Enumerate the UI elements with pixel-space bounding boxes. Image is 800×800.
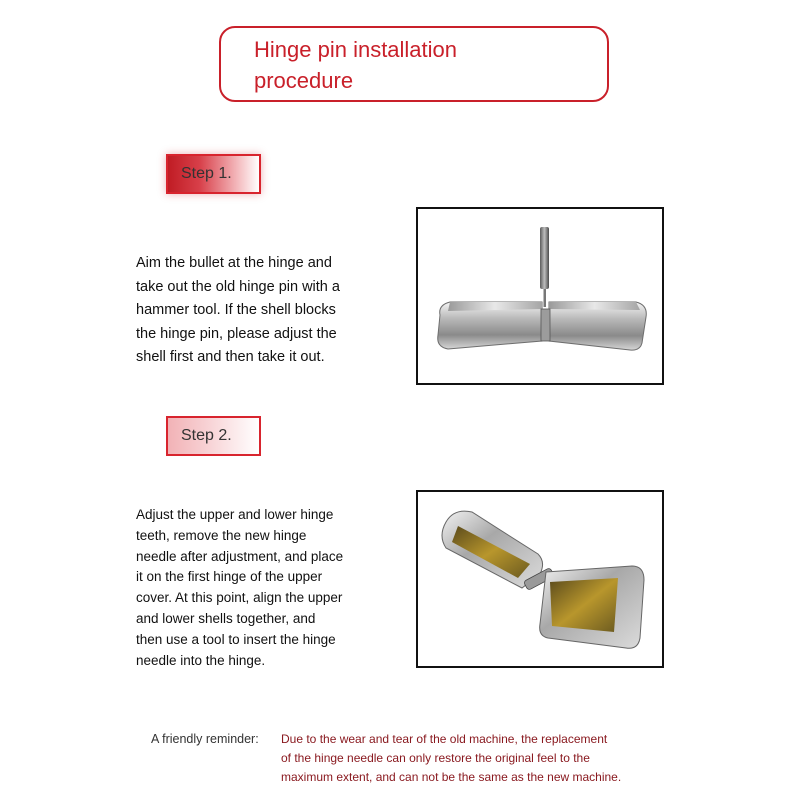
step-2-tag (166, 416, 261, 456)
open-lighter-illustration (418, 492, 662, 666)
title-box (219, 26, 609, 102)
step-1-photo (416, 207, 664, 385)
lighter-punch-illustration (418, 209, 662, 383)
reminder-label: A friendly reminder: (151, 732, 259, 746)
step-2-photo (416, 490, 664, 668)
reminder-text: Due to the wear and tear of the old machine, the replacement of the hinge needle can only restore the original feel to the maximum extent, and can not be the same as the new machine. (281, 732, 622, 784)
step-1-tag (166, 154, 261, 194)
page-title: Hinge pin installation procedure (254, 37, 458, 93)
step-1-description: Aim the bullet at the hinge and take out the old hinge pin with a hammer tool. If the shell blocks the hinge pin, please adjust the shell first and then take it out. (136, 255, 340, 365)
step-1-label: Step 1. (181, 165, 232, 182)
step-2-description: Adjust the upper and lower hinge teeth, remove the new hinge needle after adjustment, and place it on the first hinge of the upper cover. At this point, align the upper and lower shells together, and then use a tool to insert the hinge needle into the hinge. (136, 507, 344, 668)
step-2-label: Step 2. (181, 427, 232, 444)
